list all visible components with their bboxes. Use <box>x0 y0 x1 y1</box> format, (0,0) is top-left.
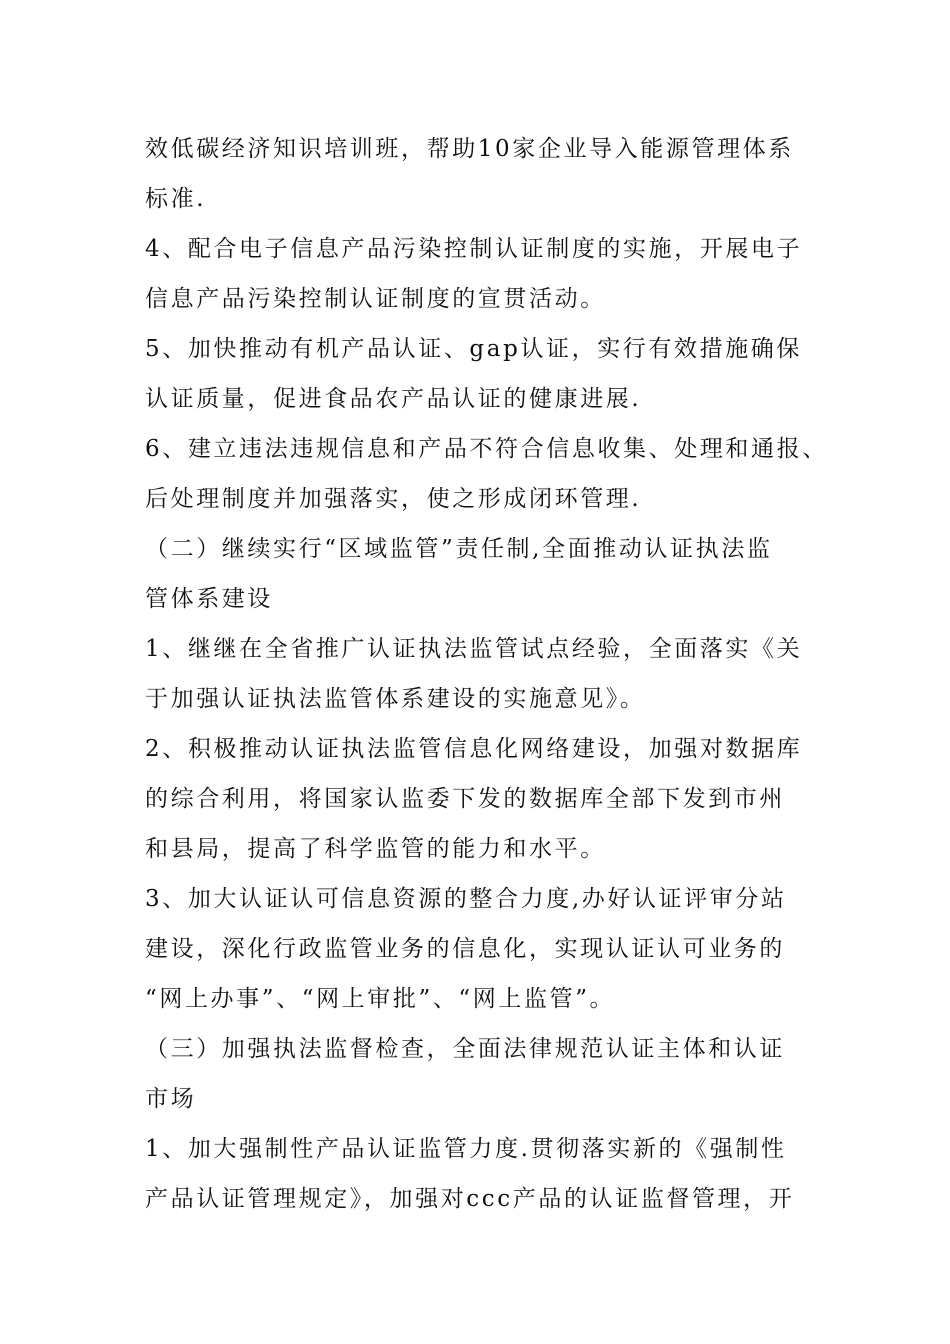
text-line: 建设，深化行政监管业务的信息化，实现认证认可业务的 <box>145 936 785 962</box>
text-line: 于加强认证执法监管体系建设的实施意见》。 <box>145 686 646 712</box>
text-line: 6、建立违法违规信息和产品不符合信息收集、处理和通报、 <box>145 436 828 462</box>
text-line: 2、积极推动认证执法监管信息化网络建设，加强对数据库 <box>145 736 803 762</box>
text-line: 认证质量，促进食品农产品认证的健康进展. <box>145 386 642 412</box>
text-line: 后处理制度并加强落实，使之形成闭环管理. <box>145 486 642 512</box>
text-line: 标准. <box>145 186 207 212</box>
text-line: 5、加快推动有机产品认证、gap认证，实行有效措施确保 <box>145 336 802 362</box>
text-line: 信息产品污染控制认证制度的宣贯活动。 <box>145 286 606 312</box>
section-heading: （三）加强执法监督检查，全面法律规范认证主体和认证 <box>145 1036 785 1062</box>
text-line: “网上办事”、“网上审批”、“网上监管”。 <box>145 986 616 1012</box>
text-line: 1、继继在全省推广认证执法监管试点经验，全面落实《关 <box>145 636 803 662</box>
section-heading: （二）继续实行“区域监管”责任制,全面推动认证执法监 <box>145 536 773 562</box>
text-line: 效低碳经济知识培训班，帮助10家企业导入能源管理体系 <box>145 136 794 162</box>
text-line: 和县局，提高了科学监管的能力和水平。 <box>145 836 606 862</box>
text-line: 产品认证管理规定》，加强对ccc产品的认证监督管理，开 <box>145 1186 795 1212</box>
text-line: 的综合利用，将国家认监委下发的数据库全部下发到市州 <box>145 786 785 812</box>
text-line: 4、配合电子信息产品污染控制认证制度的实施，开展电子 <box>145 236 803 262</box>
text-line: 3、加大认证认可信息资源的整合力度,办好认证评审分站 <box>145 886 787 912</box>
text-line: 1、加大强制性产品认证监管力度.贯彻落实新的《强制性 <box>145 1136 787 1162</box>
section-heading: 市场 <box>145 1086 197 1112</box>
section-heading: 管体系建设 <box>145 586 273 612</box>
